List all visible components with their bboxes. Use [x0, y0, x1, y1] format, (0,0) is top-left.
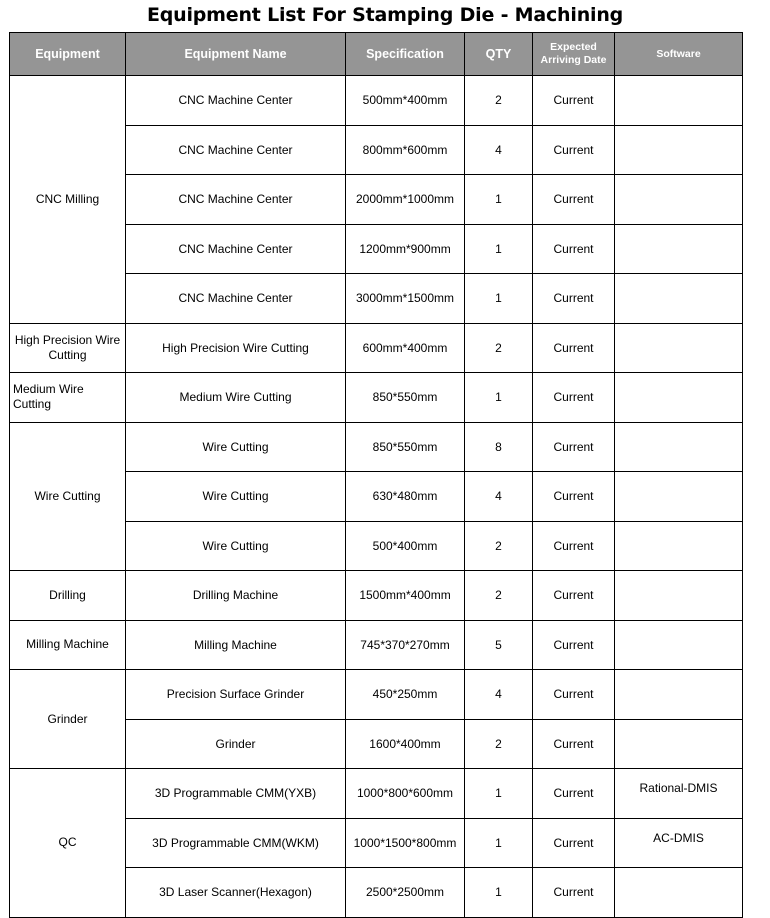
specification-cell: 1000*800*600mm — [346, 769, 465, 819]
specification-cell: 850*550mm — [346, 422, 465, 472]
equipment-name-cell: Precision Surface Grinder — [126, 670, 346, 720]
header-equipment-name: Equipment Name — [126, 33, 346, 76]
specification-cell: 600mm*400mm — [346, 323, 465, 373]
qty-cell: 1 — [465, 175, 533, 225]
equipment-name-cell: CNC Machine Center — [126, 125, 346, 175]
qty-cell: 1 — [465, 373, 533, 423]
table-row — [10, 422, 743, 472]
equipment-name-cell: CNC Machine Center — [126, 274, 346, 324]
equipment-name-cell: Wire Cutting — [126, 472, 346, 522]
qty-cell: 5 — [465, 620, 533, 670]
arriving-date-cell: Current — [533, 719, 615, 769]
equipment-name-cell: CNC Machine Center — [126, 175, 346, 225]
arriving-date-cell: Current — [533, 868, 615, 918]
software-cell — [615, 175, 743, 225]
equipment-name-cell: Medium Wire Cutting — [126, 373, 346, 423]
specification-cell: 3000mm*1500mm — [346, 274, 465, 324]
arriving-date-cell: Current — [533, 620, 615, 670]
arriving-date-cell: Current — [533, 224, 615, 274]
specification-cell: 1200mm*900mm — [346, 224, 465, 274]
equipment-name-cell: Grinder — [126, 719, 346, 769]
header-software: Software — [615, 33, 743, 76]
specification-cell: 1500mm*400mm — [346, 571, 465, 621]
equipment-name-cell: 3D Programmable CMM(WKM) — [126, 818, 346, 868]
equipment-category: Grinder — [10, 670, 126, 769]
software-cell — [615, 373, 743, 423]
table-row — [10, 670, 743, 720]
equipment-category: Milling Machine — [10, 620, 126, 670]
header-expected-arriving-date: Expected Arriving Date — [533, 33, 615, 76]
software-cell — [615, 422, 743, 472]
software-cell — [615, 571, 743, 621]
specification-cell: 2000mm*1000mm — [346, 175, 465, 225]
arriving-date-cell: Current — [533, 670, 615, 720]
arriving-date-cell: Current — [533, 422, 615, 472]
table-row — [10, 769, 743, 819]
specification-cell: 500*400mm — [346, 521, 465, 571]
specification-cell: 1600*400mm — [346, 719, 465, 769]
arriving-date-cell: Current — [533, 274, 615, 324]
arriving-date-cell: Current — [533, 373, 615, 423]
software-cell — [615, 472, 743, 522]
equipment-name-cell: 3D Programmable CMM(YXB) — [126, 769, 346, 819]
table-row — [10, 620, 743, 670]
arriving-date-cell: Current — [533, 521, 615, 571]
software-cell — [615, 521, 743, 571]
arriving-date-cell: Current — [533, 818, 615, 868]
header-specification: Specification — [346, 33, 465, 76]
qty-cell: 1 — [465, 868, 533, 918]
specification-cell: 850*550mm — [346, 373, 465, 423]
arriving-date-cell: Current — [533, 175, 615, 225]
software-cell: AC-DMIS — [615, 818, 743, 868]
software-cell — [615, 224, 743, 274]
qty-cell: 2 — [465, 76, 533, 126]
header-row — [10, 33, 743, 76]
qty-cell: 1 — [465, 274, 533, 324]
qty-cell: 2 — [465, 323, 533, 373]
table-row — [10, 76, 743, 126]
specification-cell: 2500*2500mm — [346, 868, 465, 918]
specification-cell: 745*370*270mm — [346, 620, 465, 670]
specification-cell: 450*250mm — [346, 670, 465, 720]
table-row — [10, 373, 743, 423]
qty-cell: 2 — [465, 719, 533, 769]
software-cell — [615, 323, 743, 373]
equipment-category: CNC Milling — [10, 76, 126, 324]
specification-cell: 630*480mm — [346, 472, 465, 522]
equipment-name-cell: CNC Machine Center — [126, 224, 346, 274]
software-cell — [615, 76, 743, 126]
equipment-category: High Precision Wire Cutting — [10, 323, 126, 373]
equipment-category: Drilling — [10, 571, 126, 621]
table-row — [10, 323, 743, 373]
equipment-name-cell: Wire Cutting — [126, 422, 346, 472]
arriving-date-cell: Current — [533, 571, 615, 621]
software-cell — [615, 125, 743, 175]
specification-cell: 800mm*600mm — [346, 125, 465, 175]
qty-cell: 4 — [465, 472, 533, 522]
equipment-name-cell: CNC Machine Center — [126, 76, 346, 126]
equipment-name-cell: 3D Laser Scanner(Hexagon) — [126, 868, 346, 918]
equipment-name-cell: Milling Machine — [126, 620, 346, 670]
equipment-name-cell: Wire Cutting — [126, 521, 346, 571]
qty-cell: 4 — [465, 670, 533, 720]
qty-cell: 1 — [465, 818, 533, 868]
software-cell — [615, 620, 743, 670]
equipment-name-cell: High Precision Wire Cutting — [126, 323, 346, 373]
specification-cell: 1000*1500*800mm — [346, 818, 465, 868]
equipment-category: QC — [10, 769, 126, 918]
header-equipment: Equipment — [10, 33, 126, 76]
software-cell — [615, 670, 743, 720]
equipment-table — [9, 32, 743, 918]
header-qty: QTY — [465, 33, 533, 76]
table-row — [10, 571, 743, 621]
equipment-name-cell: Drilling Machine — [126, 571, 346, 621]
qty-cell: 2 — [465, 571, 533, 621]
arriving-date-cell: Current — [533, 125, 615, 175]
qty-cell: 4 — [465, 125, 533, 175]
page-title: Equipment List For Stamping Die - Machining — [146, 4, 624, 26]
equipment-category: Medium Wire Cutting — [10, 373, 126, 423]
qty-cell: 8 — [465, 422, 533, 472]
qty-cell: 1 — [465, 769, 533, 819]
arriving-date-cell: Current — [533, 472, 615, 522]
qty-cell: 1 — [465, 224, 533, 274]
software-cell — [615, 274, 743, 324]
software-cell — [615, 719, 743, 769]
arriving-date-cell: Current — [533, 76, 615, 126]
software-cell: Rational-DMIS — [615, 769, 743, 819]
arriving-date-cell: Current — [533, 769, 615, 819]
specification-cell: 500mm*400mm — [346, 76, 465, 126]
equipment-category: Wire Cutting — [10, 422, 126, 571]
arriving-date-cell: Current — [533, 323, 615, 373]
software-cell — [615, 868, 743, 918]
qty-cell: 2 — [465, 521, 533, 571]
